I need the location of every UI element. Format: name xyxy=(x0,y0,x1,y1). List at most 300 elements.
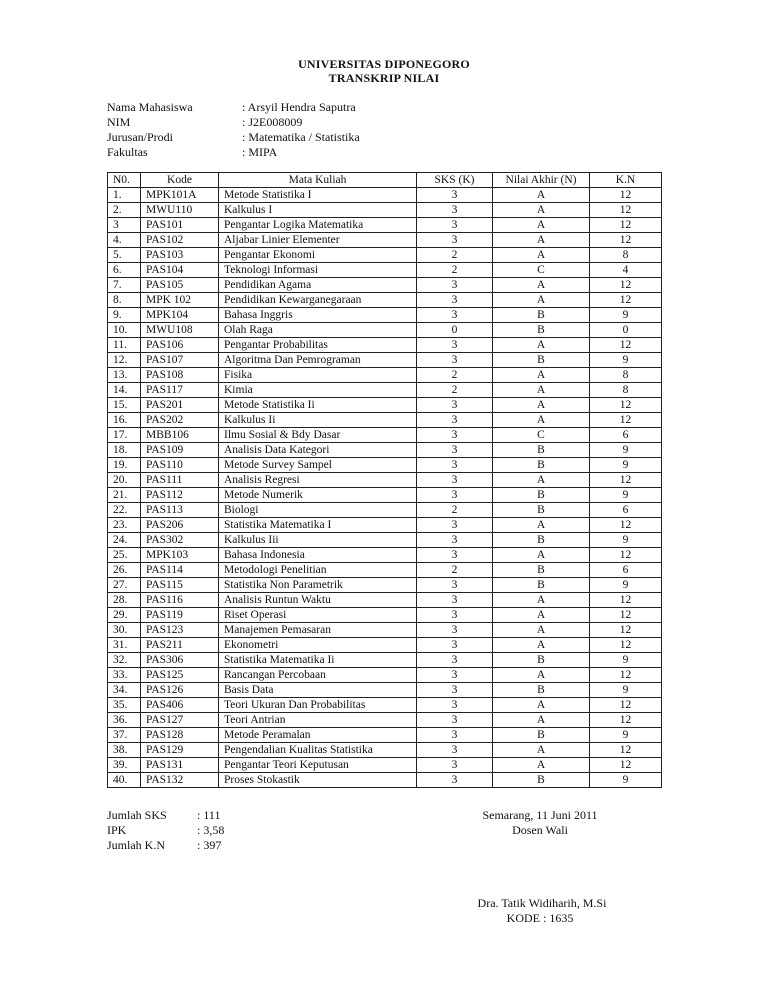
cell-mata-kuliah: Pengantar Teori Keputusan xyxy=(219,758,417,773)
cell-kn: 12 xyxy=(590,233,662,248)
cell-sks: 3 xyxy=(417,278,493,293)
cell-no: 18. xyxy=(108,443,141,458)
cell-nilai: A xyxy=(493,743,590,758)
cell-kode: PAS106 xyxy=(141,338,219,353)
summary-label: IPK xyxy=(107,823,127,837)
university-name: UNIVERSITAS DIPONEGORO xyxy=(298,57,470,71)
cell-sks: 0 xyxy=(417,323,493,338)
table-row xyxy=(108,338,662,353)
cell-no: 13. xyxy=(108,368,141,383)
cell-kode: MPK 102 xyxy=(141,293,219,308)
cell-kn: 12 xyxy=(590,473,662,488)
cell-nilai: A xyxy=(493,668,590,683)
cell-no: 31. xyxy=(108,638,141,653)
cell-mata-kuliah: Statistika Matematika Ii xyxy=(219,653,417,668)
cell-no: 20. xyxy=(108,473,141,488)
cell-kode: PAS406 xyxy=(141,698,219,713)
cell-mata-kuliah: Pengantar Logika Matematika xyxy=(219,218,417,233)
cell-kn: 9 xyxy=(590,578,662,593)
cell-nilai: A xyxy=(493,593,590,608)
cell-nilai: B xyxy=(493,653,590,668)
table-row xyxy=(108,773,662,788)
cell-no: 33. xyxy=(108,668,141,683)
cell-no: 3 xyxy=(108,218,141,233)
cell-mata-kuliah: Metode Peramalan xyxy=(219,728,417,743)
cell-mata-kuliah: Analisis Runtun Waktu xyxy=(219,593,417,608)
cell-kode: PAS128 xyxy=(141,728,219,743)
cell-kn: 12 xyxy=(590,593,662,608)
table-row xyxy=(108,593,662,608)
cell-kode: PAS302 xyxy=(141,533,219,548)
cell-sks: 3 xyxy=(417,548,493,563)
cell-nilai: B xyxy=(493,458,590,473)
cell-kode: PAS132 xyxy=(141,773,219,788)
cell-kn: 12 xyxy=(590,188,662,203)
document-title: TRANSKRIP NILAI xyxy=(328,71,440,85)
cell-sks: 3 xyxy=(417,353,493,368)
table-row xyxy=(108,488,662,503)
cell-mata-kuliah: Teori Ukuran Dan Probabilitas xyxy=(219,698,417,713)
cell-mata-kuliah: Biologi xyxy=(219,503,417,518)
cell-kn: 12 xyxy=(590,518,662,533)
cell-kode: PAS102 xyxy=(141,233,219,248)
cell-kn: 9 xyxy=(590,353,662,368)
cell-kn: 12 xyxy=(590,668,662,683)
cell-mata-kuliah: Manajemen Pemasaran xyxy=(219,623,417,638)
cell-mata-kuliah: Metodologi Penelitian xyxy=(219,563,417,578)
table-row xyxy=(108,398,662,413)
cell-nilai: A xyxy=(493,518,590,533)
cell-no: 11. xyxy=(108,338,141,353)
cell-no: 2. xyxy=(108,203,141,218)
cell-kode: PAS104 xyxy=(141,263,219,278)
cell-sks: 3 xyxy=(417,638,493,653)
cell-mata-kuliah: Kimia xyxy=(219,383,417,398)
cell-kode: PAS202 xyxy=(141,413,219,428)
cell-nilai: A xyxy=(493,188,590,203)
cell-no: 37. xyxy=(108,728,141,743)
cell-kode: MPK101A xyxy=(141,188,219,203)
table-row xyxy=(108,638,662,653)
cell-sks: 3 xyxy=(417,428,493,443)
cell-no: 8. xyxy=(108,293,141,308)
table-row xyxy=(108,443,662,458)
cell-nilai: B xyxy=(493,728,590,743)
cell-mata-kuliah: Pengantar Ekonomi xyxy=(219,248,417,263)
cell-no: 12. xyxy=(108,353,141,368)
cell-nilai: A xyxy=(493,203,590,218)
cell-sks: 3 xyxy=(417,488,493,503)
cell-sks: 3 xyxy=(417,398,493,413)
cell-nilai: B xyxy=(493,503,590,518)
cell-nilai: A xyxy=(493,218,590,233)
table-row xyxy=(108,518,662,533)
cell-nilai: A xyxy=(493,758,590,773)
table-row xyxy=(108,323,662,338)
cell-no: 9. xyxy=(108,308,141,323)
cell-mata-kuliah: Statistika Matematika I xyxy=(219,518,417,533)
cell-kode: PAS114 xyxy=(141,563,219,578)
cell-mata-kuliah: Kalkulus Ii xyxy=(219,413,417,428)
summary-value: : 3,58 xyxy=(197,823,225,837)
cell-kn: 12 xyxy=(590,218,662,233)
cell-sks: 3 xyxy=(417,773,493,788)
cell-nilai: A xyxy=(493,548,590,563)
cell-kn: 6 xyxy=(590,563,662,578)
cell-sks: 3 xyxy=(417,413,493,428)
table-row xyxy=(108,623,662,638)
cell-sks: 3 xyxy=(417,218,493,233)
cell-kn: 12 xyxy=(590,548,662,563)
cell-sks: 3 xyxy=(417,608,493,623)
cell-nilai: B xyxy=(493,488,590,503)
cell-mata-kuliah: Ekonometri xyxy=(219,638,417,653)
cell-no: 14. xyxy=(108,383,141,398)
cell-sks: 2 xyxy=(417,263,493,278)
cell-kn: 12 xyxy=(590,398,662,413)
cell-sks: 3 xyxy=(417,533,493,548)
table-row xyxy=(108,413,662,428)
col-header-kn: K.N xyxy=(590,173,662,188)
cell-kn: 9 xyxy=(590,728,662,743)
cell-sks: 3 xyxy=(417,743,493,758)
cell-kode: PAS126 xyxy=(141,683,219,698)
cell-no: 28. xyxy=(108,593,141,608)
cell-kode: PAS201 xyxy=(141,398,219,413)
cell-sks: 3 xyxy=(417,188,493,203)
cell-kn: 8 xyxy=(590,368,662,383)
cell-kn: 9 xyxy=(590,653,662,668)
cell-sks: 2 xyxy=(417,383,493,398)
table-row xyxy=(108,218,662,233)
table-row xyxy=(108,428,662,443)
cell-mata-kuliah: Pengantar Probabilitas xyxy=(219,338,417,353)
cell-mata-kuliah: Aljabar Linier Elementer xyxy=(219,233,417,248)
cell-sks: 3 xyxy=(417,593,493,608)
cell-sks: 3 xyxy=(417,668,493,683)
cell-nilai: A xyxy=(493,293,590,308)
cell-kode: PAS129 xyxy=(141,743,219,758)
table-row xyxy=(108,758,662,773)
cell-kode: PAS206 xyxy=(141,518,219,533)
cell-nilai: A xyxy=(493,413,590,428)
cell-kode: PAS111 xyxy=(141,473,219,488)
cell-mata-kuliah: Pendidikan Agama xyxy=(219,278,417,293)
cell-mata-kuliah: Bahasa Inggris xyxy=(219,308,417,323)
student-info-label: Jurusan/Prodi xyxy=(107,130,173,144)
cell-kode: PAS109 xyxy=(141,443,219,458)
cell-kode: PAS125 xyxy=(141,668,219,683)
cell-kn: 12 xyxy=(590,758,662,773)
cell-sks: 3 xyxy=(417,698,493,713)
cell-kn: 9 xyxy=(590,308,662,323)
cell-sks: 3 xyxy=(417,758,493,773)
cell-sks: 3 xyxy=(417,233,493,248)
cell-kn: 12 xyxy=(590,338,662,353)
col-header-mata-kuliah: Mata Kuliah xyxy=(219,173,417,188)
cell-kn: 12 xyxy=(590,203,662,218)
student-info-label: Nama Mahasiswa xyxy=(107,100,193,114)
cell-no: 30. xyxy=(108,623,141,638)
table-row xyxy=(108,668,662,683)
cell-no: 15. xyxy=(108,398,141,413)
cell-kn: 12 xyxy=(590,293,662,308)
cell-no: 21. xyxy=(108,488,141,503)
cell-mata-kuliah: Analisis Regresi xyxy=(219,473,417,488)
cell-mata-kuliah: Metode Statistika I xyxy=(219,188,417,203)
table-row xyxy=(108,293,662,308)
cell-kode: PAS211 xyxy=(141,638,219,653)
cell-mata-kuliah: Algoritma Dan Pemrograman xyxy=(219,353,417,368)
cell-sks: 2 xyxy=(417,248,493,263)
cell-nilai: A xyxy=(493,713,590,728)
cell-kn: 12 xyxy=(590,713,662,728)
cell-kn: 6 xyxy=(590,503,662,518)
cell-no: 35. xyxy=(108,698,141,713)
cell-kode: PAS131 xyxy=(141,758,219,773)
cell-nilai: A xyxy=(493,368,590,383)
cell-kode: PAS123 xyxy=(141,623,219,638)
cell-nilai: B xyxy=(493,443,590,458)
cell-kn: 9 xyxy=(590,443,662,458)
cell-no: 17. xyxy=(108,428,141,443)
cell-mata-kuliah: Pengendalian Kualitas Statistika xyxy=(219,743,417,758)
cell-mata-kuliah: Pendidikan Kewarganegaraan xyxy=(219,293,417,308)
student-info-value: : Arsyil Hendra Saputra xyxy=(242,100,356,114)
cell-nilai: A xyxy=(493,638,590,653)
cell-no: 26. xyxy=(108,563,141,578)
signature-role: Dosen Wali xyxy=(512,823,568,837)
cell-sks: 3 xyxy=(417,473,493,488)
cell-kode: PAS110 xyxy=(141,458,219,473)
cell-mata-kuliah: Metode Statistika Ii xyxy=(219,398,417,413)
cell-no: 27. xyxy=(108,578,141,593)
cell-kode: PAS112 xyxy=(141,488,219,503)
table-row xyxy=(108,308,662,323)
cell-kode: PAS107 xyxy=(141,353,219,368)
cell-kn: 8 xyxy=(590,248,662,263)
cell-no: 16. xyxy=(108,413,141,428)
grades-table xyxy=(107,172,662,788)
cell-nilai: A xyxy=(493,398,590,413)
cell-sks: 2 xyxy=(417,503,493,518)
cell-nilai: A xyxy=(493,338,590,353)
table-row xyxy=(108,368,662,383)
cell-no: 1. xyxy=(108,188,141,203)
cell-kn: 9 xyxy=(590,458,662,473)
cell-kn: 12 xyxy=(590,638,662,653)
cell-nilai: A xyxy=(493,278,590,293)
cell-mata-kuliah: Olah Raga xyxy=(219,323,417,338)
cell-sks: 3 xyxy=(417,443,493,458)
cell-kode: MPK104 xyxy=(141,308,219,323)
cell-no: 29. xyxy=(108,608,141,623)
signature-code: KODE : 1635 xyxy=(506,911,574,925)
cell-nilai: A xyxy=(493,248,590,263)
cell-mata-kuliah: Statistika Non Parametrik xyxy=(219,578,417,593)
cell-sks: 3 xyxy=(417,293,493,308)
cell-kn: 12 xyxy=(590,413,662,428)
cell-kode: PAS103 xyxy=(141,248,219,263)
table-row xyxy=(108,698,662,713)
cell-nilai: A xyxy=(493,383,590,398)
student-info-label: Fakultas xyxy=(107,145,148,159)
cell-mata-kuliah: Proses Stokastik xyxy=(219,773,417,788)
student-info-label: NIM xyxy=(107,115,131,129)
cell-kode: PAS108 xyxy=(141,368,219,383)
cell-kode: MWU110 xyxy=(141,203,219,218)
cell-kn: 0 xyxy=(590,323,662,338)
table-row xyxy=(108,713,662,728)
table-row xyxy=(108,653,662,668)
cell-sks: 3 xyxy=(417,653,493,668)
cell-mata-kuliah: Basis Data xyxy=(219,683,417,698)
cell-no: 23. xyxy=(108,518,141,533)
cell-sks: 3 xyxy=(417,203,493,218)
cell-mata-kuliah: Riset Operasi xyxy=(219,608,417,623)
cell-no: 4. xyxy=(108,233,141,248)
cell-nilai: B xyxy=(493,563,590,578)
summary-value: : 397 xyxy=(197,838,222,852)
cell-kn: 9 xyxy=(590,533,662,548)
cell-mata-kuliah: Kalkulus Iii xyxy=(219,533,417,548)
cell-kn: 12 xyxy=(590,278,662,293)
table-row xyxy=(108,683,662,698)
cell-sks: 3 xyxy=(417,458,493,473)
cell-sks: 3 xyxy=(417,338,493,353)
cell-mata-kuliah: Fisika xyxy=(219,368,417,383)
col-header-kode: Kode xyxy=(141,173,219,188)
cell-kode: PAS113 xyxy=(141,503,219,518)
cell-kn: 12 xyxy=(590,743,662,758)
cell-nilai: B xyxy=(493,578,590,593)
cell-no: 32. xyxy=(108,653,141,668)
cell-sks: 3 xyxy=(417,623,493,638)
table-row xyxy=(108,743,662,758)
cell-mata-kuliah: Bahasa Indonesia xyxy=(219,548,417,563)
cell-kode: MWU108 xyxy=(141,323,219,338)
cell-no: 36. xyxy=(108,713,141,728)
cell-mata-kuliah: Analisis Data Kategori xyxy=(219,443,417,458)
cell-nilai: B xyxy=(493,323,590,338)
signature-place-date: Semarang, 11 Juni 2011 xyxy=(482,808,598,822)
cell-sks: 3 xyxy=(417,728,493,743)
cell-kn: 6 xyxy=(590,428,662,443)
student-info-value: : J2E008009 xyxy=(242,115,303,129)
cell-sks: 3 xyxy=(417,308,493,323)
cell-kode: MBB106 xyxy=(141,428,219,443)
signature-name: Dra. Tatik Widiharih, M.Si xyxy=(477,896,607,910)
cell-sks: 2 xyxy=(417,368,493,383)
student-info-value: : Matematika / Statistika xyxy=(242,130,360,144)
cell-kode: MPK103 xyxy=(141,548,219,563)
table-row xyxy=(108,233,662,248)
cell-sks: 3 xyxy=(417,578,493,593)
cell-sks: 3 xyxy=(417,518,493,533)
cell-kn: 9 xyxy=(590,488,662,503)
cell-kode: PAS117 xyxy=(141,383,219,398)
cell-no: 24. xyxy=(108,533,141,548)
col-header-no: N0. xyxy=(108,173,141,188)
cell-mata-kuliah: Kalkulus I xyxy=(219,203,417,218)
summary-value: : 111 xyxy=(197,808,221,822)
cell-no: 6. xyxy=(108,263,141,278)
table-row xyxy=(108,728,662,743)
cell-nilai: C xyxy=(493,428,590,443)
cell-sks: 2 xyxy=(417,563,493,578)
cell-no: 40. xyxy=(108,773,141,788)
table-row xyxy=(108,203,662,218)
cell-kn: 4 xyxy=(590,263,662,278)
col-header-nilai: Nilai Akhir (N) xyxy=(493,173,590,188)
col-header-sks: SKS (K) xyxy=(417,173,493,188)
table-row xyxy=(108,278,662,293)
cell-mata-kuliah: Metode Numerik xyxy=(219,488,417,503)
student-info-value: : MIPA xyxy=(242,145,278,159)
cell-kode: PAS116 xyxy=(141,593,219,608)
cell-nilai: C xyxy=(493,263,590,278)
cell-mata-kuliah: Teknologi Informasi xyxy=(219,263,417,278)
cell-no: 25. xyxy=(108,548,141,563)
cell-kn: 12 xyxy=(590,608,662,623)
cell-nilai: B xyxy=(493,773,590,788)
table-row xyxy=(108,608,662,623)
cell-kode: PAS105 xyxy=(141,278,219,293)
cell-kn: 12 xyxy=(590,623,662,638)
table-row xyxy=(108,533,662,548)
cell-kn: 9 xyxy=(590,683,662,698)
cell-no: 10. xyxy=(108,323,141,338)
cell-no: 7. xyxy=(108,278,141,293)
cell-kode: PAS306 xyxy=(141,653,219,668)
cell-mata-kuliah: Teori Antrian xyxy=(219,713,417,728)
cell-mata-kuliah: Metode Survey Sampel xyxy=(219,458,417,473)
cell-kode: PAS115 xyxy=(141,578,219,593)
cell-no: 38. xyxy=(108,743,141,758)
cell-sks: 3 xyxy=(417,713,493,728)
cell-no: 22. xyxy=(108,503,141,518)
table-row xyxy=(108,548,662,563)
cell-nilai: B xyxy=(493,353,590,368)
table-header-row xyxy=(108,173,662,188)
table-row xyxy=(108,458,662,473)
table-row xyxy=(108,248,662,263)
table-row xyxy=(108,578,662,593)
table-row xyxy=(108,383,662,398)
cell-nilai: A xyxy=(493,233,590,248)
cell-nilai: B xyxy=(493,533,590,548)
cell-nilai: A xyxy=(493,623,590,638)
cell-kn: 12 xyxy=(590,698,662,713)
cell-nilai: B xyxy=(493,308,590,323)
cell-kode: PAS127 xyxy=(141,713,219,728)
table-row xyxy=(108,188,662,203)
table-row xyxy=(108,563,662,578)
table-row xyxy=(108,353,662,368)
summary-label: Jumlah K.N xyxy=(107,838,165,852)
cell-nilai: A xyxy=(493,473,590,488)
table-row xyxy=(108,503,662,518)
cell-mata-kuliah: Rancangan Percobaan xyxy=(219,668,417,683)
cell-nilai: A xyxy=(493,698,590,713)
cell-no: 34. xyxy=(108,683,141,698)
cell-kn: 8 xyxy=(590,383,662,398)
cell-no: 19. xyxy=(108,458,141,473)
cell-nilai: B xyxy=(493,683,590,698)
summary-label: Jumlah SKS xyxy=(107,808,167,822)
cell-mata-kuliah: Ilmu Sosial & Bdy Dasar xyxy=(219,428,417,443)
cell-sks: 3 xyxy=(417,683,493,698)
